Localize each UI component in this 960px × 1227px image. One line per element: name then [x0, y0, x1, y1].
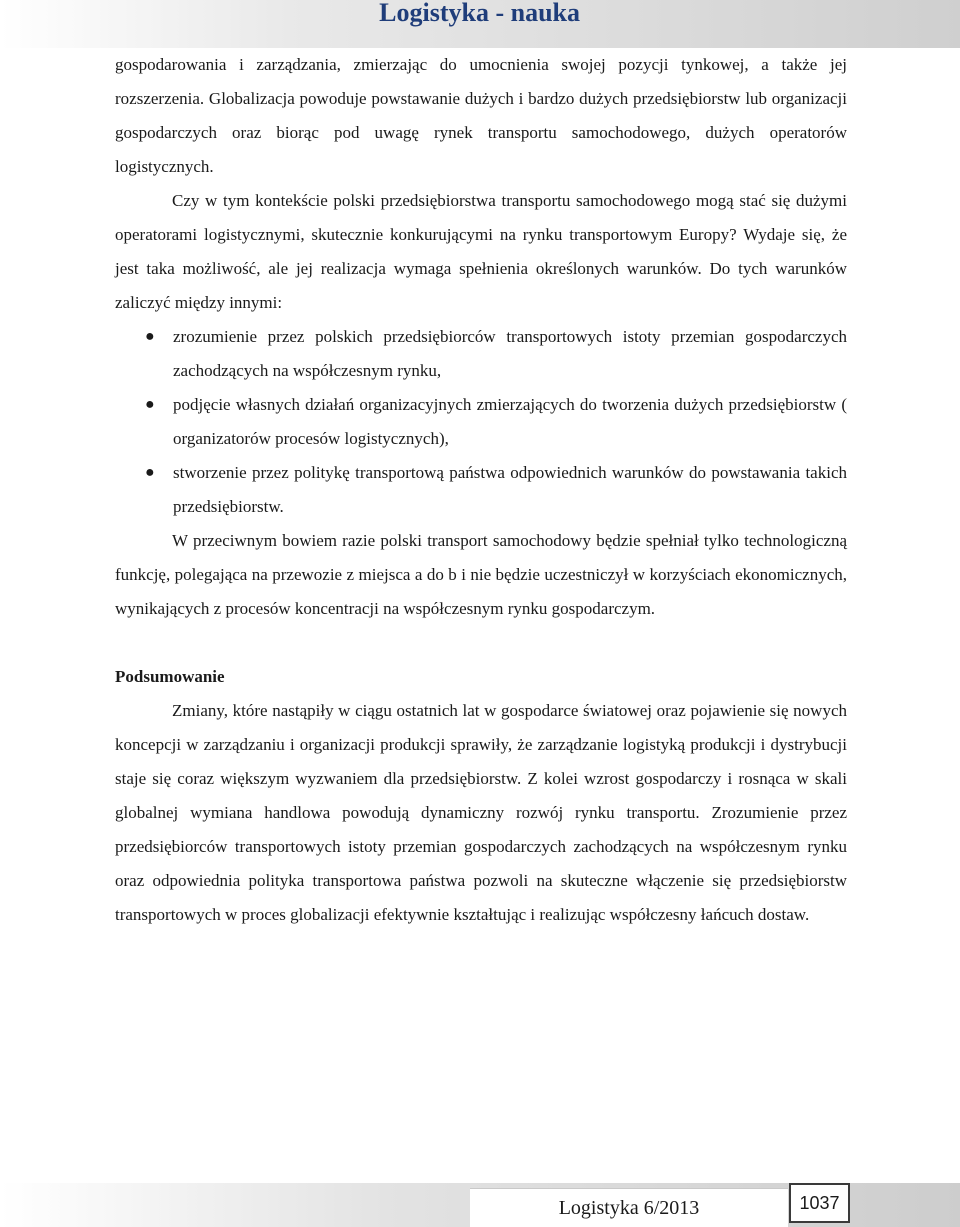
- paragraph-2: Czy w tym kontekście polski przedsiębiorstwa transportu samochodowego mogą stać się dużymi operatorami logistycznymi, skutecznie konkurującymi na rynku transportowym Europy? Wydaje się, że jest taka możliwość, ale jej realizacja wymaga spełnienia określonych warunków. Do tych warunków zaliczyć między innymi:: [115, 191, 847, 312]
- running-header-title: Logistyka - nauka: [379, 0, 580, 27]
- list-item: ● podjęcie własnych działań organizacyjnych zmierzających do tworzenia dużych przedsiębiorstw ( organizatorów procesów logistycznych),: [115, 388, 847, 456]
- paragraph-1: gospodarowania i zarządzania, zmierzając do umocnienia swojej pozycji tynkowej, a także jej rozszerzenia. Globalizacja powoduje powstawanie dużych i bardzo dużych przedsiębiorstw lub organizacji gospodarczych oraz biorąc pod uwagę rynek transportu samochodowego, dużych operatorów logistycznych.: [115, 55, 847, 176]
- bullet-icon: ●: [145, 396, 155, 413]
- page-number: 1037: [789, 1183, 850, 1223]
- paragraph-3: W przeciwnym bowiem razie polski transport samochodowy będzie spełniał tylko technologiczną funkcję, polegająca na przewozie z miejsca a do b i nie będzie uczestniczył w korzyściach ekonomicznych, wynikających z procesów koncentracji na współczesnym rynku gospodarczym.: [115, 531, 847, 618]
- list-item: ● zrozumienie przez polskich przedsiębiorców transportowych istoty przemian gospodarczych zachodzących na współczesnym rynku,: [115, 320, 847, 388]
- article-body: [115, 48, 847, 932]
- paragraph-summary: Zmiany, które nastąpiły w ciągu ostatnich lat w gospodarce światowej oraz pojawienie się nowych koncepcji w zarządzaniu i organizacji produkcji sprawiły, że zarządzanie logistyką produkcji i dystrybucji staje się coraz większym wyzwaniem dla przedsiębiorstw. Z kolei wzrost gospodarczy i rosnąca w skali globalnej wymiana handlowa powodują dynamiczny rozwój rynku transportu. Zrozumienie przez przedsiębiorców transportowych istoty przemian gospodarczych zachodzących na współczesnym rynku oraz odpowiednia polityka transportowa państwa pozwoli na skuteczne włączenie się przedsiębiorstw transportowych w proces globalizacji efektywnie kształtując i realizując współczesny łańcuch dostaw.: [115, 701, 847, 924]
- bullet-icon: ●: [145, 464, 155, 481]
- section-heading-summary: Podsumowanie: [115, 667, 225, 686]
- bullet-icon: ●: [145, 328, 155, 345]
- conditions-list: [115, 320, 847, 524]
- list-item: ● stworzenie przez politykę transportową państwa odpowiednich warunków do powstawania takich przedsiębiorstw.: [115, 456, 847, 524]
- journal-issue: Logistyka 6/2013: [470, 1188, 788, 1227]
